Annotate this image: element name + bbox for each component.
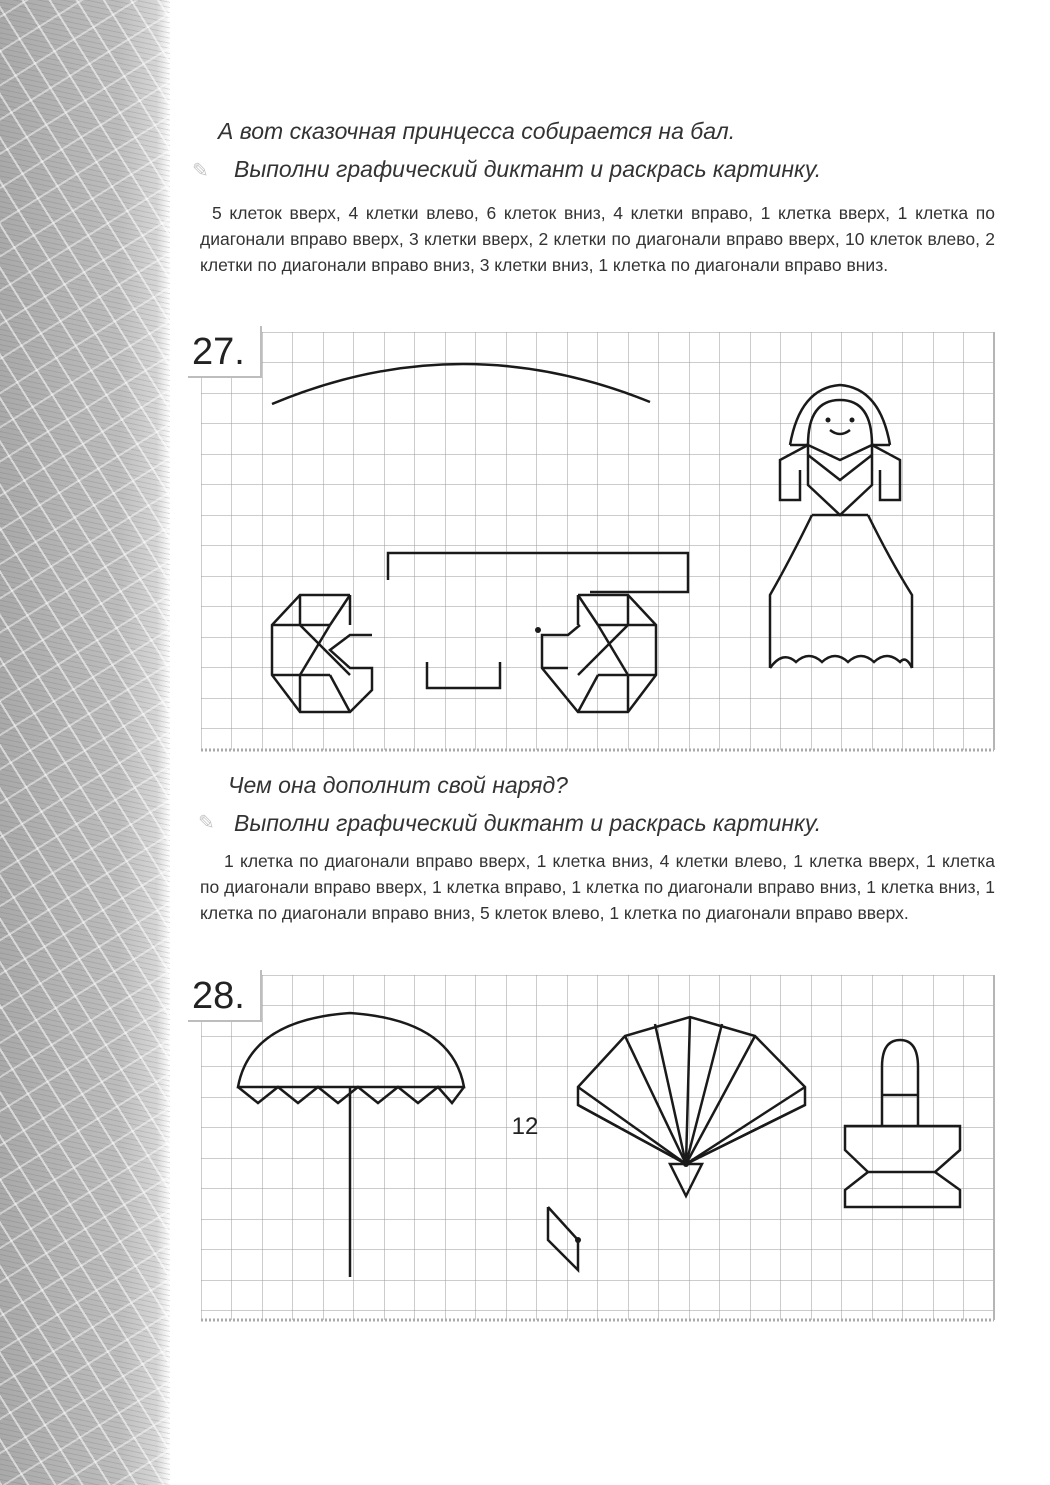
- page-number: 12: [511, 1113, 539, 1140]
- grid-27: [201, 332, 994, 750]
- section2-dictation: 1 клетка по диагонали вправо вверх, 1 клетка вниз, 4 клетки влево, 1 клетка вверх, 1 клетка по диагонали вправо вверх, 1 клетка вправо, 1 клетка по диагонали вправо вниз, 1 клетка вниз, 1 клетка по диагонали вправо вниз, 5 клеток влево, 1 клетка по диагонали вправо вверх.: [200, 851, 995, 923]
- section1-dictation: 5 клеток вверх, 4 клетки влево, 6 клеток вниз, 4 клетки вправо, 1 клетка вверх, 1 клетка по диагонали вправо вверх, 3 клетки вверх, 2 клетки по диагонали вправо вверх, 10 клеток влево, 2 клетки по диагонали вправо вниз, 3 клетки вниз, 1 клетка по диагонали вправо вниз.: [200, 203, 995, 275]
- section2-task: Выполни графический диктант и раскрась картинку.: [234, 810, 822, 836]
- exercise-number-27: 27.: [188, 326, 262, 378]
- exercise-number-28: 28.: [188, 970, 262, 1022]
- pencil-icon: ✎: [192, 160, 209, 182]
- pencil-icon: ✎: [198, 812, 215, 834]
- section1-task: Выполни графический диктант и раскрась картинку.: [234, 156, 822, 182]
- section2-intro: Чем она дополнит свой наряд?: [228, 772, 568, 798]
- grid-28: [201, 975, 994, 1320]
- section1-intro: А вот сказочная принцесса собирается на бал.: [218, 118, 736, 144]
